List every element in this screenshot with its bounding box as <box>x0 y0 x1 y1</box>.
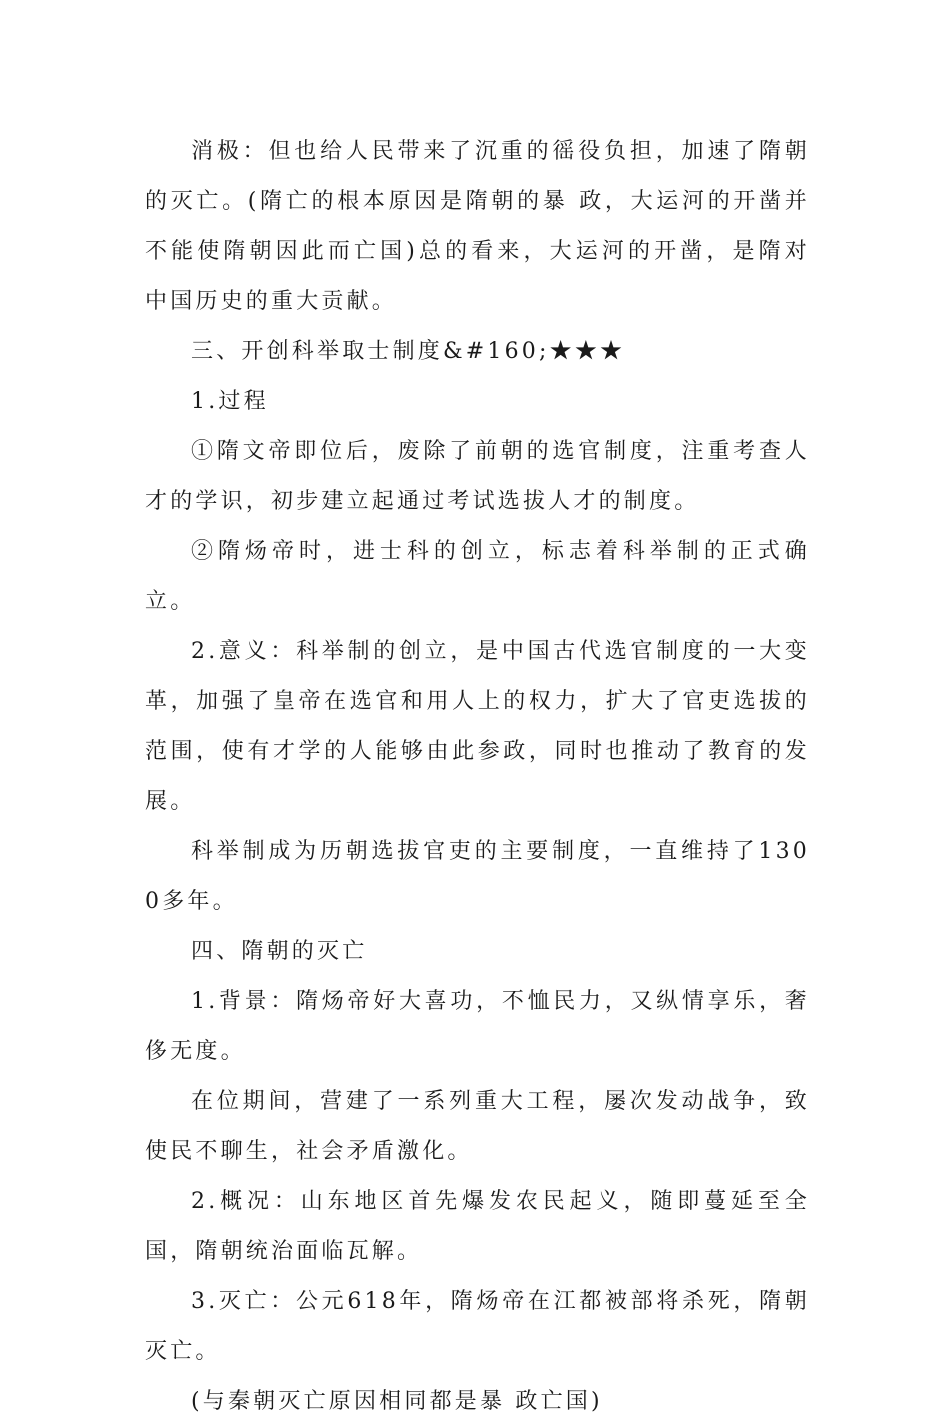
document-body <box>145 127 810 1427</box>
paragraph-fall: 3.灭亡：公元618年，隋炀帝在江都被部将杀死，隋朝灭亡。 <box>145 1289 810 1364</box>
paragraph-negative-effects: 消极：但也给人民带来了沉重的徭役负担，加速了隋朝的灭亡。(隋亡的根本原因是隋朝的暴 政，大运河的开凿并不能使隋朝因此而亡国)总的看来，大运河的开凿，是隋对中国历史的重大贡献。 <box>145 139 810 314</box>
paragraph-keju-duration: 科举制成为历朝选拔官吏的主要制度，一直维持了1300多年。 <box>145 839 810 914</box>
heading-section-4-fall: 四、隋朝的灭亡 <box>191 939 368 964</box>
subheading-process: 1.过程 <box>191 389 269 414</box>
paragraph-wendi: ①隋文帝即位后，废除了前朝的选官制度，注重考查人才的学识，初步建立起通过考试选拔人才的制度。 <box>145 439 810 514</box>
paragraph-background: 1.背景：隋炀帝好大喜功，不恤民力，又纵情享乐，奢侈无度。 <box>145 989 810 1064</box>
paragraph-significance: 2.意义：科举制的创立，是中国古代选官制度的一大变革，加强了皇帝在选官和用人上的权力，扩大了官吏选拔的范围，使有才学的人能够由此参政，同时也推动了教育的发展。 <box>145 639 810 814</box>
heading-section-3-keju: 三、开创科举取士制度&#160;★★★ <box>191 339 626 364</box>
paragraph-reign-projects: 在位期间，营建了一系列重大工程，屡次发动战争，致使民不聊生，社会矛盾激化。 <box>145 1089 810 1164</box>
paragraph-yangdi-jinshi: ②隋炀帝时，进士科的创立，标志着科举制的正式确立。 <box>145 539 810 614</box>
paragraph-comparison-qin: (与秦朝灭亡原因相同都是暴 政亡国) <box>191 1389 603 1414</box>
paragraph-overview: 2.概况：山东地区首先爆发农民起义，随即蔓延至全国，隋朝统治面临瓦解。 <box>145 1189 810 1264</box>
